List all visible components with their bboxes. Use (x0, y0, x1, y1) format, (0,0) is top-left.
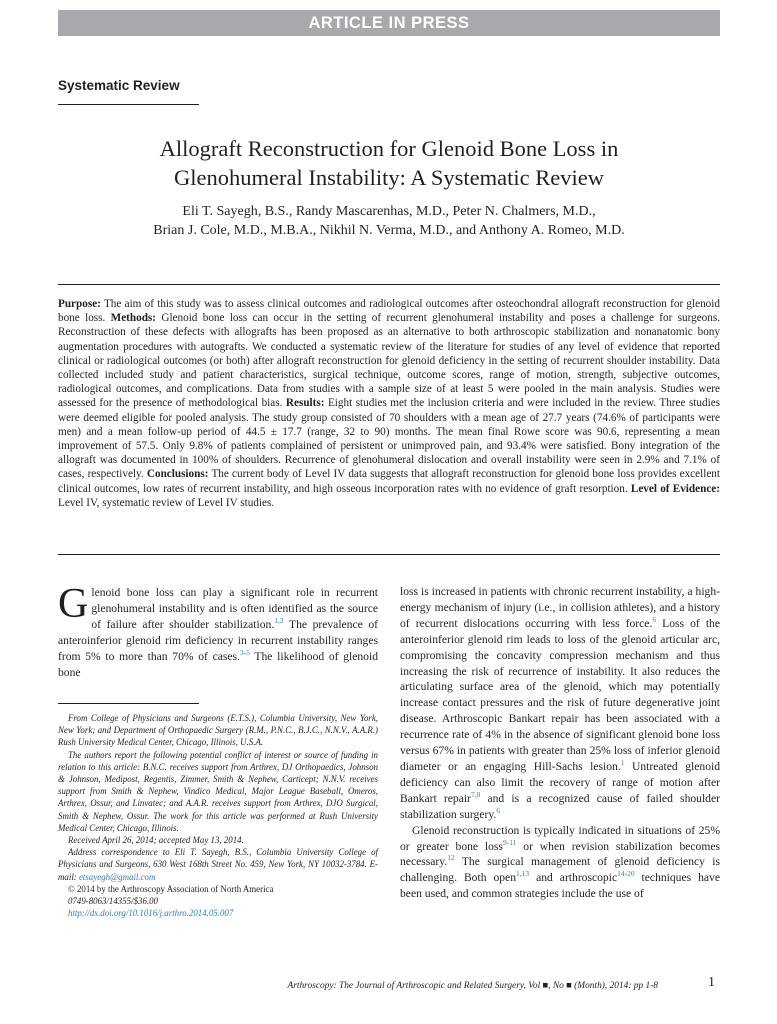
author-list (58, 202, 720, 240)
body-text: or when revision stabilization becomes necessary. (400, 839, 721, 869)
abstract-bottom-rule (58, 554, 720, 555)
purpose-label: Purpose: (58, 298, 101, 310)
footnote-affiliation: From College of Physicians and Surgeons (E.T.S.), Columbia University, New York, New York; and Department of Orthopaedic Surgery (R.M., P.N.C., B.J.C., N.N.V., A.A.R.) Rush University Medical Center, Chicago, Illinois, U.S.A. (58, 713, 378, 748)
left-column (58, 581, 378, 680)
footnote-correspondence (58, 846, 378, 883)
body-text: Loss of the anteroinferior glenoid rim leads to loss of the glenoid articular arc, compromising the concavity compression mechanism and thus increasing the risk of recurrence of instability. It also reduces the articulating surface area of the glenoid, which may potentially increase contact pressures and the risk of future degenerative joint disease. Arthroscopic Bankart repair has been associated with a recurrence rate of 4% in the absence of significant glenoid bone loss versus 67% in patients with greater than 25% loss of inferior glenoid diameter or an engaging Hill-Sachs lesion. (400, 616, 721, 773)
body-paragraph-2 (400, 823, 720, 903)
intro-text-1: lenoid bone loss can play a significant role in recurrent glenohumeral instability and is often identified as the source of failure after shoulder stabilization. (91, 586, 378, 631)
citation-ref[interactable]: 1,13 (516, 869, 530, 879)
level-of-evidence-text: Level IV, systematic review of Level IV studies. (58, 496, 275, 509)
article-title (58, 134, 720, 192)
methods-label: Methods: (110, 312, 157, 325)
body-paragraph-1 (400, 584, 720, 823)
level-of-evidence-label: Level of Evidence: (630, 482, 720, 495)
right-column (400, 584, 720, 902)
conclusions-text: The current body of Level IV data suggests that allograft reconstruction for glenoid bone loss provides excellent clinical outcomes, low rates of recurrent instability, and high osseous incorporation rates with no evidence of graft resorption. (58, 468, 720, 495)
abstract-top-rule (58, 284, 720, 285)
body-text: Untreated glenoid deficiency can also limit the recovery of range of motion after Bankart repair (400, 759, 721, 805)
page-number: 1 (708, 975, 715, 990)
footnote-conflicts: The authors report the following potential conflict of interest or source of funding in relation to this article: B.N.C. receives support from Arthrex, DJ Orthopaedics, Johnson & Johnson, Medipost, Regentis, Zimmer, Smith & Nephew, Carticept; N.N.V. receives support from Smith & Nephew, Vindico Medical, Major League Baseball, Omeros, Arthrex, Ossur, and Linvatec; and A.A.R. receives support from Arthrex, DJO Surgical, Smith & Nephew, Ossur. The work for this article was performed at Rush University Medical Center, Chicago, Illinois. (58, 749, 378, 833)
conclusions-label: Conclusions: (146, 468, 209, 481)
drop-cap: G (58, 581, 89, 627)
article-in-press-banner: ARTICLE IN PRESS (58, 10, 720, 36)
citation-ref[interactable]: 6 (652, 614, 657, 624)
citation-ref[interactable]: 1 (620, 758, 625, 768)
journal-footer: Arthroscopy: The Journal of Arthroscopic and Related Surgery, Vol ■, No ■ (Month), 2014: pp 1-8 (287, 981, 658, 991)
footnote-doi (58, 907, 378, 919)
results-label: Results: (285, 397, 325, 410)
intro-paragraph (58, 581, 378, 680)
footnotes (58, 712, 378, 919)
footnote-rule (58, 703, 199, 704)
section-label: Systematic Review (58, 78, 180, 93)
footnote-copyright: © 2014 by the Arthroscopy Association of North America (68, 883, 274, 894)
intro-text-3: The likelihood of glenoid bone (58, 649, 378, 679)
authors-line-2: Brian J. Cole, M.D., M.B.A., Nikhil N. Verma, M.D., and Anthony A. Romeo, M.D. (153, 223, 625, 238)
email-link[interactable]: etsayegh@gmail.com (78, 871, 156, 882)
footnote-issn: 0749-8063/14355/$36.00 (68, 896, 158, 907)
footnote-received: Received April 26, 2014; accepted May 13, 2014. (68, 835, 244, 846)
citation-ref[interactable]: 7,8 (470, 789, 481, 799)
section-rule (58, 104, 199, 105)
purpose-text: The aim of this study was to assess clinical outcomes and radiological outcomes after osteochondral allograft reconstruction for glenoid bone loss. (58, 298, 720, 325)
body-text: loss is increased in patients with chronic recurrent instability, a high-energy mechanism of injury (i.e., in collision athletes), and a history of recurrent dislocations occurring with less force. (400, 585, 720, 630)
body-text: and arthroscopic (529, 871, 618, 885)
title-line-2: Glenohumeral Instability: A Systematic Review (174, 165, 604, 190)
body-text: and is a recognized cause of failed shoulder stabilization surgery. (400, 791, 720, 821)
correspondence-text: Address correspondence to Eli T. Sayegh, B.S., Columbia University College of Physicians and Surgeons, 630 West 168th Street No. 459, New York, NY 10032-3784. E-mail: (58, 847, 378, 882)
doi-link[interactable]: http://dx.doi.org/10.1016/j.arthro.2014.05.007 (68, 908, 234, 919)
abstract (58, 297, 720, 510)
citation-ref[interactable]: 12 (447, 853, 455, 863)
methods-text: Glenoid bone loss can occur in the setting of recurrent glenohumeral instability and poses a challenge for surgeons. Reconstruction of these defects with allografts has been proposed as an alternative to both arthroscopic stabilization and nonanatomic bony augmentation procedures with autografts. We conducted a systematic review of the literature for studies of any level of evidence that reported clinical or radiological outcomes (or both) after allograft reconstruction for glenoid deficiency in the setting of recurrent shoulder instability. Data collected included study and patient characteristics, surgical technique, outcome scores, range of motion, strength, subjective outcomes, radiological outcomes, and complications. Data from studies with a sample size of at least 5 were pooled in the main analysis. Studies were assessed for the presence of methodological bias. (58, 312, 721, 410)
citation-ref[interactable]: 9-11 (502, 837, 517, 847)
authors-line-1: Eli T. Sayegh, B.S., Randy Mascarenhas, M.D., Peter N. Chalmers, M.D., (182, 204, 596, 219)
citation-ref[interactable]: 3-5 (239, 647, 250, 657)
title-line-1: Allograft Reconstruction for Glenoid Bone Loss in (159, 136, 619, 161)
results-text: Eight studies met the inclusion criteria and were included in the review. Three studies were deemed eligible for pooled analysis. The study group consisted of 70 shoulders with a mean age of 27.7 years (74.6% of participants were men) and a mean follow-up period of 44.5 ± 17.7 (range, 32 to 90) months. The mean final Rowe score was 90.6, representing a mean improvement of 57.5. Only 9.8% of patients complained of persistent or unimproved pain, and 93.4% were satisfied. Bony integration of the allograft was documented in 100% of shoulders. Recurrence of glenohumeral dislocation and overall instability were seen in 2.9% and 7.1% of cases, respectively. (58, 397, 721, 481)
body-text: Glenoid reconstruction is typically indicated in situations of 25% or greater bone loss (400, 823, 720, 853)
body-text: techniques have been used, and common strategies include the use of (400, 871, 720, 901)
citation-ref[interactable]: 1,2 (274, 615, 284, 625)
citation-ref[interactable]: 14-20 (617, 869, 635, 879)
body-text: The surgical management of glenoid deficiency is challenging. Both open (400, 855, 720, 885)
citation-ref[interactable]: 6 (496, 805, 501, 815)
intro-text-2: The prevalence of anteroinferior glenoid rim deficiency in recurrent instability ranges from 5% to more than 70% of cases. (58, 617, 378, 663)
